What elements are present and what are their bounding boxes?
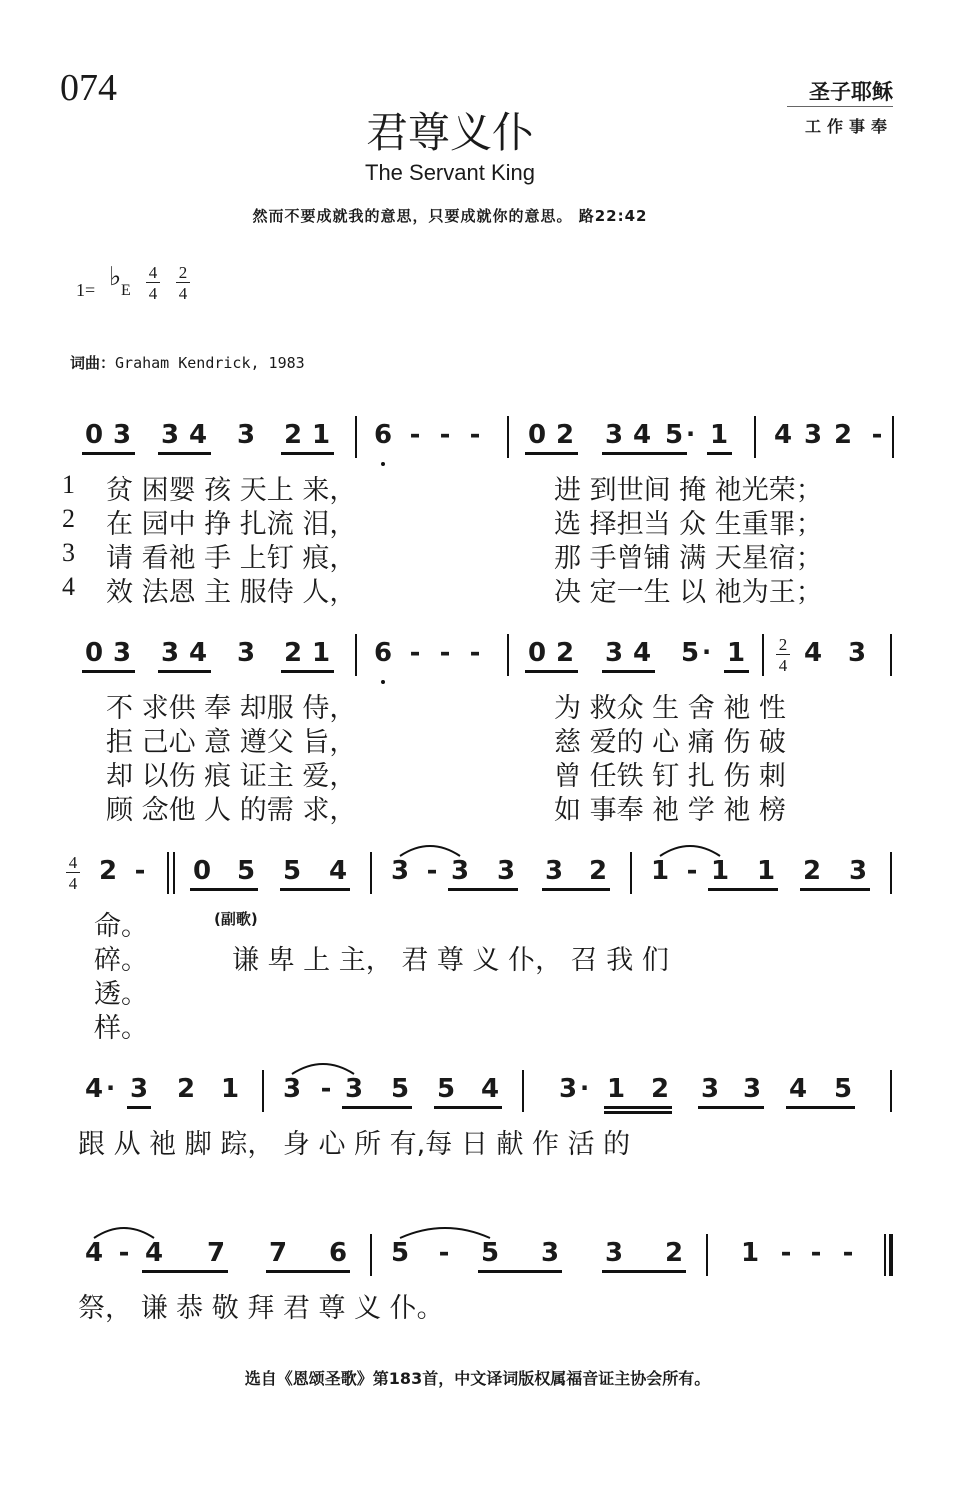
- underline-beam: [525, 670, 578, 673]
- hymn-number: 074: [60, 67, 117, 109]
- subcategory-label: 工作事奉: [804, 117, 893, 136]
- note: 7: [268, 1238, 288, 1268]
- note: 2: [802, 856, 822, 886]
- bar-line: [507, 634, 509, 676]
- credits: [70, 352, 305, 373]
- note: 2: [833, 420, 853, 450]
- augmentation-dot: ·: [702, 638, 712, 666]
- bar-line: [890, 634, 892, 676]
- underline-beam: [158, 670, 211, 673]
- note: 5: [480, 1238, 500, 1268]
- note: 3: [803, 420, 823, 450]
- augmentation-dot: ·: [580, 1074, 590, 1102]
- note: 5: [436, 1074, 456, 1104]
- note: 3: [604, 1238, 624, 1268]
- note: 3: [847, 638, 867, 668]
- bar-line-thin: [884, 1234, 886, 1276]
- note: 2: [283, 638, 303, 668]
- underline-beam: [604, 1111, 672, 1114]
- underline-beam: [190, 888, 258, 891]
- note: 3: [129, 1074, 149, 1104]
- underline-beam: [698, 1106, 764, 1109]
- note: 7: [206, 1238, 226, 1268]
- note: 5: [680, 638, 700, 668]
- note: 2: [283, 420, 303, 450]
- note-row: [0, 853, 955, 896]
- lyric-ending: 样。: [94, 1013, 148, 1044]
- copyright-footer: 选自《恩颂圣歌》第183首，中文译词版权属福音证主协会所有。: [244, 1369, 711, 1388]
- bar-line: [762, 634, 764, 676]
- note: 4: [188, 638, 208, 668]
- dash-note: -: [686, 856, 698, 886]
- note: 1: [710, 856, 730, 886]
- dash-note: -: [842, 1238, 854, 1268]
- underline-beam: [602, 670, 655, 673]
- note: 2: [555, 638, 575, 668]
- bar-line: [890, 852, 892, 894]
- lyric-line: 却 以伤 痕 证主 爱，: [106, 761, 357, 792]
- dash-note: -: [409, 420, 421, 450]
- note: 5: [833, 1074, 853, 1104]
- lyric-line: 为 救众 生 舍 祂 性: [554, 693, 786, 724]
- underline-beam: [448, 888, 518, 891]
- bar-line: [355, 634, 357, 676]
- augmentation-dot: ·: [106, 1074, 116, 1102]
- lyric-line: 选 择担当 众 生重罪；: [554, 509, 823, 540]
- lyric-line: 祭， 谦 恭 敬 拜 君 尊 义 仆。: [78, 1293, 444, 1324]
- note: 2: [176, 1074, 196, 1104]
- category-label: 圣子耶稣: [809, 80, 893, 104]
- note: 3: [112, 420, 132, 450]
- note: 4: [328, 856, 348, 886]
- note: 3: [160, 420, 180, 450]
- time-sig-numerator: 4: [146, 264, 160, 283]
- time-sig-denominator: 4: [178, 284, 188, 303]
- note: 0: [527, 420, 547, 450]
- lyric-ending: 命。: [94, 911, 148, 942]
- time-sig-numerator: 2: [776, 636, 790, 655]
- note: 3: [604, 638, 624, 668]
- dash-note: -: [469, 638, 481, 668]
- note: 4: [632, 638, 652, 668]
- bar-line-thick: [889, 1234, 893, 1276]
- dash-note: -: [871, 420, 883, 450]
- scripture-quote: 然而不要成就我的意思，只要成就你的意思。 路22:42: [252, 207, 648, 225]
- note: 2: [664, 1238, 684, 1268]
- underline-beam: [478, 1270, 562, 1273]
- dash-note: -: [439, 638, 451, 668]
- time-signature-change: [66, 854, 80, 892]
- dash-note: -: [469, 420, 481, 450]
- bar-line: [370, 852, 372, 894]
- key-letter: E: [121, 282, 131, 299]
- underline-beam: [434, 1106, 502, 1109]
- credits-label: 词曲：: [70, 354, 116, 372]
- note: 3: [496, 856, 516, 886]
- bar-line: [522, 1070, 524, 1112]
- note: 3: [558, 1074, 578, 1104]
- note: 1: [606, 1074, 626, 1104]
- underline-beam: [158, 452, 211, 455]
- bar-line: [173, 852, 175, 894]
- lyric-line: 进 到世间 掩 祂光荣；: [554, 475, 823, 506]
- underline-beam: [602, 452, 687, 455]
- note: 6: [373, 420, 393, 450]
- bar-line: [167, 852, 169, 894]
- augmentation-dot: ·: [686, 420, 696, 448]
- bar-line: [890, 1070, 892, 1112]
- underline-beam: [266, 1270, 350, 1273]
- time-signature-1: [146, 264, 160, 302]
- dash-note: -: [134, 856, 146, 886]
- lyric-line: 效 法恩 主 服侍 人，: [106, 577, 357, 608]
- verse-number: 1: [62, 470, 75, 499]
- note: 4: [480, 1074, 500, 1104]
- dash-note: -: [409, 638, 421, 668]
- note: 4: [84, 1074, 104, 1104]
- note: 2: [588, 856, 608, 886]
- underline-beam: [602, 1270, 686, 1273]
- time-sig-denominator: 4: [778, 656, 788, 675]
- dash-note: -: [439, 420, 451, 450]
- time-sig-denominator: 4: [148, 284, 158, 303]
- note-row: [0, 1074, 955, 1114]
- lyric-line: 在 园中 挣 扎流 泪，: [106, 509, 357, 540]
- underline-beam: [280, 888, 350, 891]
- note: 4: [188, 420, 208, 450]
- verse-number: 4: [62, 572, 75, 601]
- lyric-line: 不 求供 奉 却服 侍，: [106, 693, 357, 724]
- bar-line: [262, 1070, 264, 1112]
- underline-beam: [82, 670, 135, 673]
- underline-beam: [281, 670, 334, 673]
- lyric-line: 决 定一生 以 祂为王；: [554, 577, 823, 608]
- note: 3: [344, 1074, 364, 1104]
- note: 4: [803, 638, 823, 668]
- octave-dot-below: [381, 462, 385, 466]
- lyric-line: 慈 爱的 心 痛 伤 破: [554, 727, 786, 758]
- note: 3: [160, 638, 180, 668]
- note-row: [0, 1238, 955, 1278]
- tie-arc: [660, 842, 720, 858]
- lyric-line: 请 看祂 手 上钉 痕，: [106, 543, 357, 574]
- note: 6: [328, 1238, 348, 1268]
- lyric-line: 曾 任铁 钉 扎 伤 刺: [554, 761, 786, 792]
- note: 2: [650, 1074, 670, 1104]
- note: 1: [311, 420, 331, 450]
- flat-symbol: ♭: [109, 262, 122, 292]
- verse-number: 2: [62, 504, 75, 533]
- octave-dot-below: [381, 680, 385, 684]
- tie-arc: [400, 842, 460, 858]
- note: 1: [756, 856, 776, 886]
- note: 3: [604, 420, 624, 450]
- lyric-ending: 碎。: [94, 945, 148, 976]
- note: 3: [390, 856, 410, 886]
- refrain-label: (副歌): [214, 910, 258, 928]
- note: 2: [555, 420, 575, 450]
- tie-arc: [292, 1060, 354, 1076]
- refrain-lyric-line: 谦 卑 上 主， 君 尊 义 仆， 召 我 们: [232, 945, 669, 976]
- note: 4: [632, 420, 652, 450]
- lyric-line: 拒 己心 意 遵父 旨，: [106, 727, 357, 758]
- note-row: [0, 635, 955, 678]
- underline-beam: [342, 1106, 412, 1109]
- tie-arc: [94, 1224, 154, 1240]
- dash-note: -: [426, 856, 438, 886]
- bar-line: [370, 1234, 372, 1276]
- underline-beam: [525, 452, 578, 455]
- lyric-line: 那 手曾铺 满 天星宿；: [554, 543, 823, 574]
- note: 1: [740, 1238, 760, 1268]
- lyric-line: 顾 念他 人 的需 求，: [106, 795, 357, 826]
- note: 0: [192, 856, 212, 886]
- note-row: [0, 420, 955, 460]
- time-signature-2: [176, 264, 190, 302]
- underline-beam: [800, 888, 870, 891]
- lyric-line: 如 事奉 祂 学 祂 榜: [554, 795, 786, 826]
- lyric-line: 跟 从 祂 脚 踪， 身 心 所 有,每 日 献 作 活 的: [78, 1129, 631, 1160]
- note: 1: [220, 1074, 240, 1104]
- dash-note: -: [438, 1238, 450, 1268]
- underline-beam: [724, 670, 749, 673]
- note: 3: [742, 1074, 762, 1104]
- note: 1: [311, 638, 331, 668]
- time-sig-numerator: 4: [66, 854, 80, 873]
- underline-beam: [82, 452, 135, 455]
- underline-beam: [786, 1106, 855, 1109]
- time-signature-change: [776, 636, 790, 674]
- time-sig-denominator: 4: [68, 874, 78, 893]
- underline-beam: [707, 452, 732, 455]
- bar-line: [706, 1234, 708, 1276]
- title-english: The Servant King: [365, 160, 535, 185]
- verse-number: 3: [62, 538, 75, 567]
- dash-note: -: [320, 1074, 332, 1104]
- tie-arc: [400, 1224, 490, 1240]
- note: 3: [540, 1238, 560, 1268]
- note: 1: [726, 638, 746, 668]
- bar-line: [892, 416, 894, 458]
- note: 6: [373, 638, 393, 668]
- note: 1: [709, 420, 729, 450]
- bar-line: [355, 416, 357, 458]
- note: 5: [390, 1238, 410, 1268]
- note: 4: [84, 1238, 104, 1268]
- dash-note: -: [780, 1238, 792, 1268]
- note: 3: [236, 638, 256, 668]
- dash-note: -: [118, 1238, 130, 1268]
- underline-beam: [604, 1106, 672, 1109]
- final-bar-line: [884, 1234, 893, 1276]
- note: 5: [390, 1074, 410, 1104]
- note: 0: [527, 638, 547, 668]
- note: 1: [650, 856, 670, 886]
- time-sig-numerator: 2: [176, 264, 190, 283]
- underline-beam: [281, 452, 334, 455]
- note: 4: [773, 420, 793, 450]
- key-prefix: 1=: [76, 280, 96, 300]
- underline-beam: [142, 1270, 228, 1273]
- note: 5: [236, 856, 256, 886]
- title-chinese: 君尊义仆: [365, 108, 534, 157]
- note: 0: [84, 420, 104, 450]
- underline-beam: [708, 888, 778, 891]
- note: 3: [450, 856, 470, 886]
- note: 2: [98, 856, 118, 886]
- note: 4: [144, 1238, 164, 1268]
- note: 3: [282, 1074, 302, 1104]
- note: 3: [700, 1074, 720, 1104]
- credits-value: Graham Kendrick, 1983: [115, 354, 305, 372]
- note: 3: [848, 856, 868, 886]
- note: 5: [664, 420, 684, 450]
- lyric-line: 贫 困婴 孩 天上 来，: [106, 475, 357, 506]
- note: 3: [236, 420, 256, 450]
- dash-note: -: [810, 1238, 822, 1268]
- note: 3: [544, 856, 564, 886]
- note: 4: [788, 1074, 808, 1104]
- note: 3: [112, 638, 132, 668]
- underline-beam: [542, 888, 610, 891]
- underline-beam: [127, 1106, 151, 1109]
- lyric-ending: 透。: [94, 979, 148, 1010]
- note: 5: [282, 856, 302, 886]
- bar-line: [630, 852, 632, 894]
- bar-line: [754, 416, 756, 458]
- note: 0: [84, 638, 104, 668]
- bar-line: [507, 416, 509, 458]
